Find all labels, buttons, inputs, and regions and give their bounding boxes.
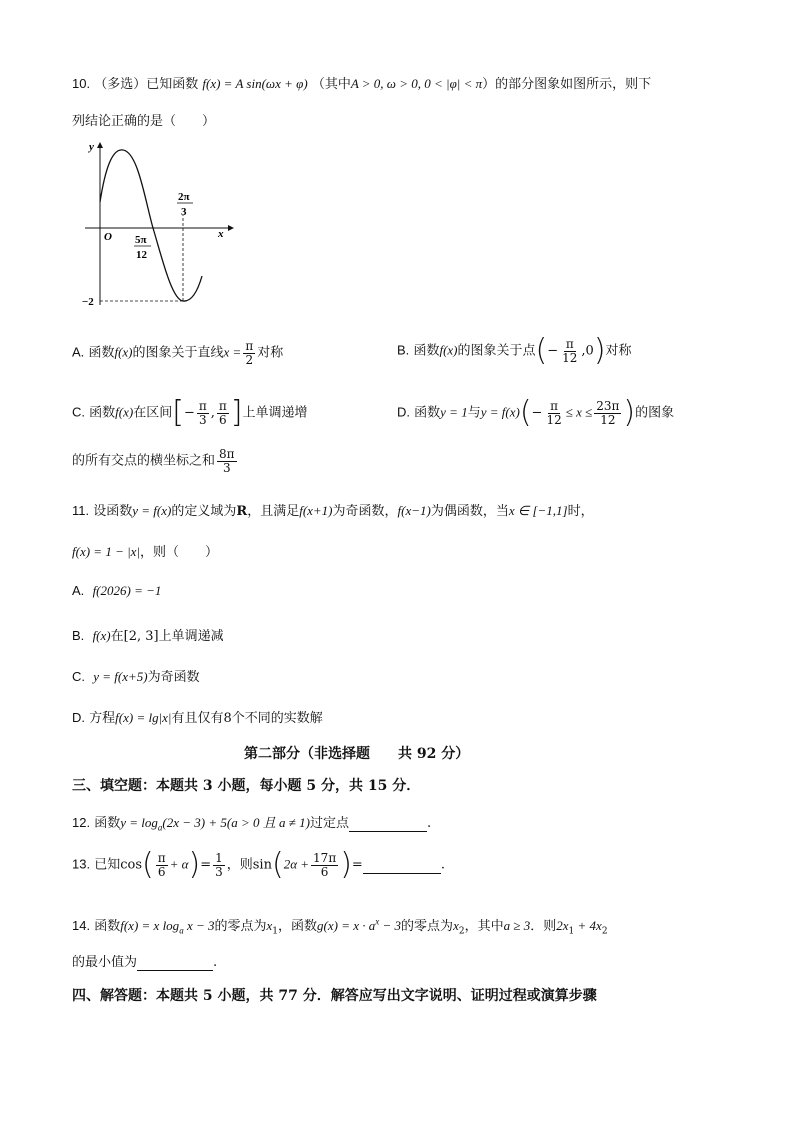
q10-option-a[interactable]: A. 函数f(x)的图象关于直线x = $\frac{\pi}{2}$ 对称 — [72, 339, 284, 367]
q12-answer-blank[interactable] — [349, 816, 427, 832]
tick-x2-num: 2π — [178, 191, 190, 203]
q14-line1: 14. 函数f(x) = x $\log_a x - 3$的零点为$x_1$，函数$g(x) = x \cdot a^x - 3$的零点为$x_2$，其中a ≥ 3．则$2x_1 + 4x_2$ — [72, 916, 608, 937]
q10-func: f(x) = A sin(ωx + φ) — [202, 76, 308, 91]
q10-option-b[interactable]: B. 函数f(x)的图象关于点(− $\frac{\pi}{12}$ ,0)对称 — [397, 333, 632, 368]
q10-tag: （多选） — [94, 77, 147, 92]
q10-function-graph — [80, 140, 240, 310]
q13-answer-blank[interactable] — [363, 858, 441, 874]
q10-stem-c: 列结论正确的是（ ） — [72, 114, 216, 129]
origin-label: O — [104, 231, 112, 243]
part2-title: 第二部分（非选择题 共 92 分） — [244, 746, 470, 762]
q10-stem-a: 已知函数 — [146, 77, 199, 92]
sine-curve — [100, 150, 202, 301]
q11-line2: f(x) = 1 − |x|，则（ ） — [72, 544, 219, 560]
q10-cond: A > 0, ω > 0, 0 < |φ| < π — [350, 76, 483, 91]
q10-line1 — [72, 73, 651, 92]
x-label: x — [218, 228, 224, 240]
q10-cond-prefix: （其中 — [311, 77, 351, 92]
q14-line2: 的最小值为 . — [72, 955, 218, 970]
tick-y: −2 — [82, 296, 94, 308]
x-axis-arrow — [228, 225, 234, 231]
q10-stem-b: ）的部分图象如图所示，则下 — [482, 77, 652, 92]
q11-option-d[interactable]: D. 方程f(x) = lg|x|有且仅有8个不同的实数解 — [72, 710, 323, 726]
q11-line1: 11. 设函数y = f(x)的定义域为R，且满足f(x+1)为奇函数，f(x−1)为偶函数，当x ∈ [−1,1]时， — [72, 503, 594, 519]
section3-title: 三、填空题：本题共 3 小题，每小题 5 分，共 15 分． — [72, 778, 421, 794]
q10-option-d-cont: 的所有交点的横坐标之和 $\frac{8\pi}{3}$ — [72, 447, 235, 475]
y-label: y — [89, 141, 94, 153]
q11-option-a[interactable]: A. f(2026) = −1 — [72, 583, 162, 598]
q10-option-c[interactable]: C. 函数f(x)在区间[− $\frac{\pi}{3}$ , $\frac{\pi}{6}$ ]上单调递增 — [72, 395, 308, 430]
q12-line: 12. 函数$y = \log_a(2x - 3) + 5(a > 0$ 且 a ≠ 1)过定点 . — [72, 815, 432, 833]
q14-answer-blank[interactable] — [137, 955, 213, 971]
q10-line2 — [72, 110, 215, 129]
q11-option-b[interactable]: B. f(x)在[2, 3]上单调递减 — [72, 628, 224, 644]
tick-x1-num: 5π — [135, 234, 147, 246]
q10-option-d[interactable]: D. 函数y = 1与y = f(x)(− $\frac{\pi}{12}$ ≤ x ≤ $\frac{23\pi}{12}$ )的图象 — [397, 395, 675, 430]
q11-option-c[interactable]: C. y = f(x+5)为奇函数 — [72, 669, 200, 685]
tick-x2-den: 3 — [181, 206, 187, 218]
section4-title: 四、解答题：本题共 5 小题，共 77 分．解答应写出文字说明、证明过程或演算步骤 — [72, 988, 597, 1004]
tick-x1-den: 12 — [136, 249, 147, 261]
q10-number: 10. — [72, 76, 91, 91]
q13-line: 13. 已知cos( $\frac{\pi}{6}$ + α)= $\frac{1}{3}$ ，则sin(2α + $\frac{17\pi}{6}$ )= . — [72, 847, 445, 882]
y-axis-arrow — [97, 142, 103, 148]
